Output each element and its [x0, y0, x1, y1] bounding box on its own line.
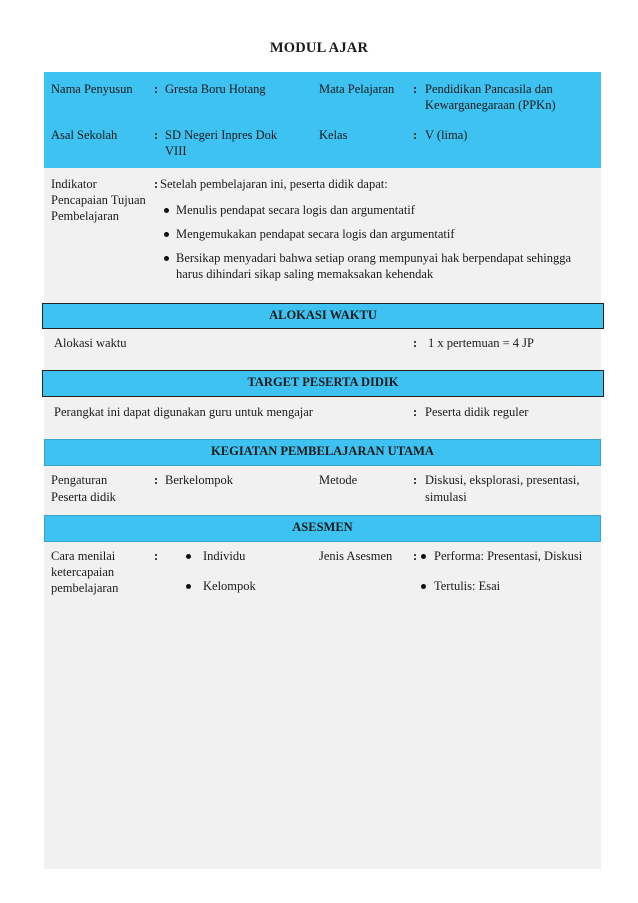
colon: : [413, 128, 418, 142]
colon: : [154, 549, 159, 563]
tujuan-list [164, 202, 594, 290]
colon: : [413, 82, 418, 96]
document-title: MODUL AJAR [269, 40, 369, 56]
list-item: Kelompok [203, 578, 313, 594]
alokasi-heading: ALOKASI WAKTU [42, 303, 604, 329]
target-label: Perangkat ini dapat digunakan guru untuk mengajar [54, 405, 313, 419]
kelas-value: V (lima) [425, 128, 468, 142]
list-item: Mengemukakan pendapat secara logis dan argumentatif [164, 226, 594, 242]
colon: : [413, 336, 418, 350]
nama-penyusun-label: Nama Penyusun [51, 82, 133, 96]
kegiatan-heading: KEGIATAN PEMBELAJARAN UTAMA [44, 439, 601, 466]
tujuan-intro: Setelah pembelajaran ini, peserta didik dapat: [160, 177, 388, 191]
mata-pelajaran-label: Mata Pelajaran [319, 82, 395, 96]
pengaturan-value: Berkelompok [165, 473, 234, 487]
metode-label: Metode [319, 473, 358, 487]
list-item: Performa: Presentasi, Diskusi [434, 548, 599, 564]
list-item: Bersikap menyadari bahwa setiap orang mempunyai hak berpendapat sehingga harus dihindari sikap saling memaksakan kehendak [164, 250, 594, 282]
module-sheet [44, 72, 601, 869]
asal-sekolah-value: SD Negeri Inpres Dok VIII [165, 128, 278, 158]
alokasi-label: Alokasi waktu [54, 336, 127, 350]
colon: : [413, 549, 418, 563]
list-item: Menulis pendapat secara logis dan argumentatif [164, 202, 594, 218]
pengaturan-label: Pengaturan Peserta didik [51, 473, 116, 504]
mata-pelajaran-value: Pendidikan Pancasila dan Kewarganegaraan (PPKn) [425, 82, 556, 112]
nama-penyusun-value: Gresta Boru Hotang [165, 82, 266, 96]
colon: : [413, 473, 418, 487]
kelas-label: Kelas [319, 128, 348, 142]
list-item: Tertulis: Esai [434, 578, 599, 594]
colon: : [154, 473, 159, 487]
colon: : [154, 177, 159, 191]
asesmen-heading: ASESMEN [44, 515, 601, 542]
jenis-asesmen-list [434, 548, 599, 608]
target-value: Peserta didik reguler [425, 405, 529, 419]
tujuan-label: Indikator Pencapaian Tujuan Pembelajaran [51, 177, 146, 223]
metode-value: Diskusi, eksplorasi, presentasi, simulasi [425, 473, 580, 504]
jenis-asesmen-label: Jenis Asesmen [319, 549, 393, 563]
alokasi-value: 1 x pertemuan = 4 JP [428, 336, 534, 350]
cara-menilai-label: Cara menilai ketercapaian pembelajaran [51, 549, 119, 595]
colon: : [413, 405, 418, 419]
asal-sekolah-label: Asal Sekolah [51, 128, 118, 142]
cara-menilai-list [203, 548, 313, 608]
colon: : [154, 128, 159, 142]
list-item: Individu [203, 548, 313, 564]
target-heading: TARGET PESERTA DIDIK [42, 370, 604, 397]
colon: : [154, 82, 159, 96]
